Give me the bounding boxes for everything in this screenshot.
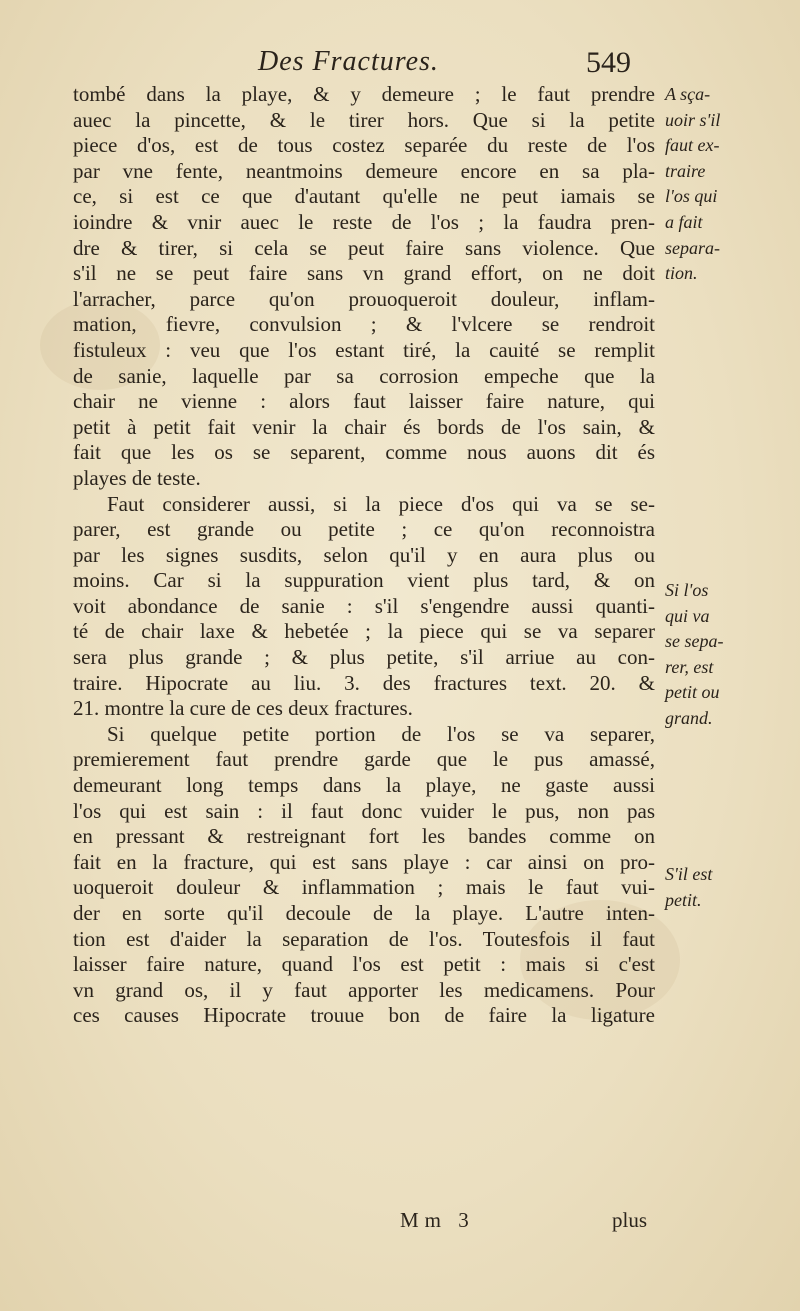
margin-note-line: Si l'os [665,580,709,600]
text-line: té de chair laxe & hebetée ; la piece qui se va separer [73,619,655,644]
text-line: Si quelque petite portion de l'os se va separer, [107,721,655,746]
text-line: s'il ne se peut faire sans vn grand effort, on ne doit [73,261,655,286]
text-line: par les signes susdits, selon qu'il y en aura plus ou [73,542,655,567]
margin-note-line: S'il est [665,864,713,884]
margin-note-line: separa- [665,237,720,258]
text-line: fait que les os se separent, comme nous auons dit és [73,440,655,465]
page-number: 549 [586,46,631,79]
margin-note-line: traire [665,160,706,181]
margin-note-line: petit ou [665,682,720,703]
text-line: sera plus grande ; & plus petite, s'il arriue au con- [73,645,655,670]
text-line: tombé dans la playe, & y demeure ; le faut prendre [73,82,655,106]
margin-note-line: rer, est [665,656,714,677]
margin-note-line: a fait [665,211,703,232]
margin-note-line: uoir s'il [665,109,721,130]
text-line: traire. Hipocrate au liu. 3. des fractures text. 20. & [73,670,655,695]
margin-note-small [665,862,795,913]
margin-note-line: l'os qui [665,186,718,207]
text-line: piece d'os, est de tous costez separée du reste de l'os [73,133,655,158]
text-line: laisser faire nature, quand l'os est petit : mais si c'est [73,952,655,977]
margin-note-line: qui va [665,605,710,626]
text-line: der en sorte qu'il decoule de la playe. L'autre inten- [73,901,655,925]
text-line: ce, si est ce que d'autant qu'elle ne peut iamais se [73,184,655,209]
text-line: auec la pincette, & le tirer hors. Que si la petite [73,107,655,132]
text-line: playes de teste. [73,465,201,490]
margin-note-line: A sça- [665,84,711,104]
page-header [0,42,800,82]
page-footer [400,1208,660,1238]
text-line: demeurant long temps dans la playe, ne gaste aussi [73,773,655,798]
text-line: petit à petit fait venir la chair és bords de l'os sain, & [73,414,655,439]
text-line: ioindre & vnir auec le reste de l'os ; la faudra pren- [73,209,655,234]
margin-note-size [665,578,795,732]
catchword: plus [612,1208,648,1232]
margin-note-extraction [665,82,795,287]
text-line: premierement faut prendre garde que le pus amassé, [73,747,655,772]
signature-mark: Mm 3 [400,1208,475,1232]
margin-note-line: petit. [665,889,702,910]
text-line: tion est d'aider la separation de l'os. Toutesfois il faut [73,926,655,951]
margin-note-line: faut ex- [665,135,720,156]
text-line: fait en la fracture, qui est sans playe : car ainsi on pro- [73,849,655,874]
text-line: Faut considerer aussi, si la piece d'os qui va se se- [107,491,655,516]
margin-note-line: tion. [665,263,698,284]
running-title: Des Fractures. [258,46,439,77]
text-line: en pressant & restreignant fort les bandes comme on [73,824,655,849]
text-line: l'os qui est sain : il faut donc vuider le pus, non pas [73,798,655,823]
text-line: parer, est grande ou petite ; ce qu'on reconnoistra [73,517,655,542]
text-line: fistuleux : veu que l'os estant tiré, la cauité se remplit [73,337,655,362]
text-line: ces causes Hipocrate trouue bon de faire la ligature [73,1003,655,1028]
margin-note-line: grand. [665,707,713,728]
text-line: dre & tirer, si cela se peut faire sans violence. Que [73,235,655,260]
text-line: par vne fente, neantmoins demeure encore en sa pla- [73,158,655,183]
text-line: vn grand os, il y faut apporter les medicamens. Pour [73,977,655,1002]
text-line: mation, fievre, convulsion ; & l'vlcere se rendroit [73,312,655,337]
text-line: chair ne vienne : alors faut laisser faire nature, qui [73,389,655,414]
text-line: 21. montre la cure de ces deux fractures. [73,696,413,721]
text-line: moins. Car si la suppuration vient plus tard, & on [73,568,655,593]
text-line: l'arracher, parce qu'on prouoqueroit douleur, inflam- [73,286,655,311]
text-line: voit abondance de sanie : s'il s'engendre aussi quanti- [73,593,655,618]
text-line: uoqueroit douleur & inflammation ; mais le faut vui- [73,875,655,900]
main-text [73,82,655,1029]
text-line: de sanie, laquelle par sa corrosion empeche que la [73,363,655,388]
margin-note-line: se sepa- [665,631,724,652]
